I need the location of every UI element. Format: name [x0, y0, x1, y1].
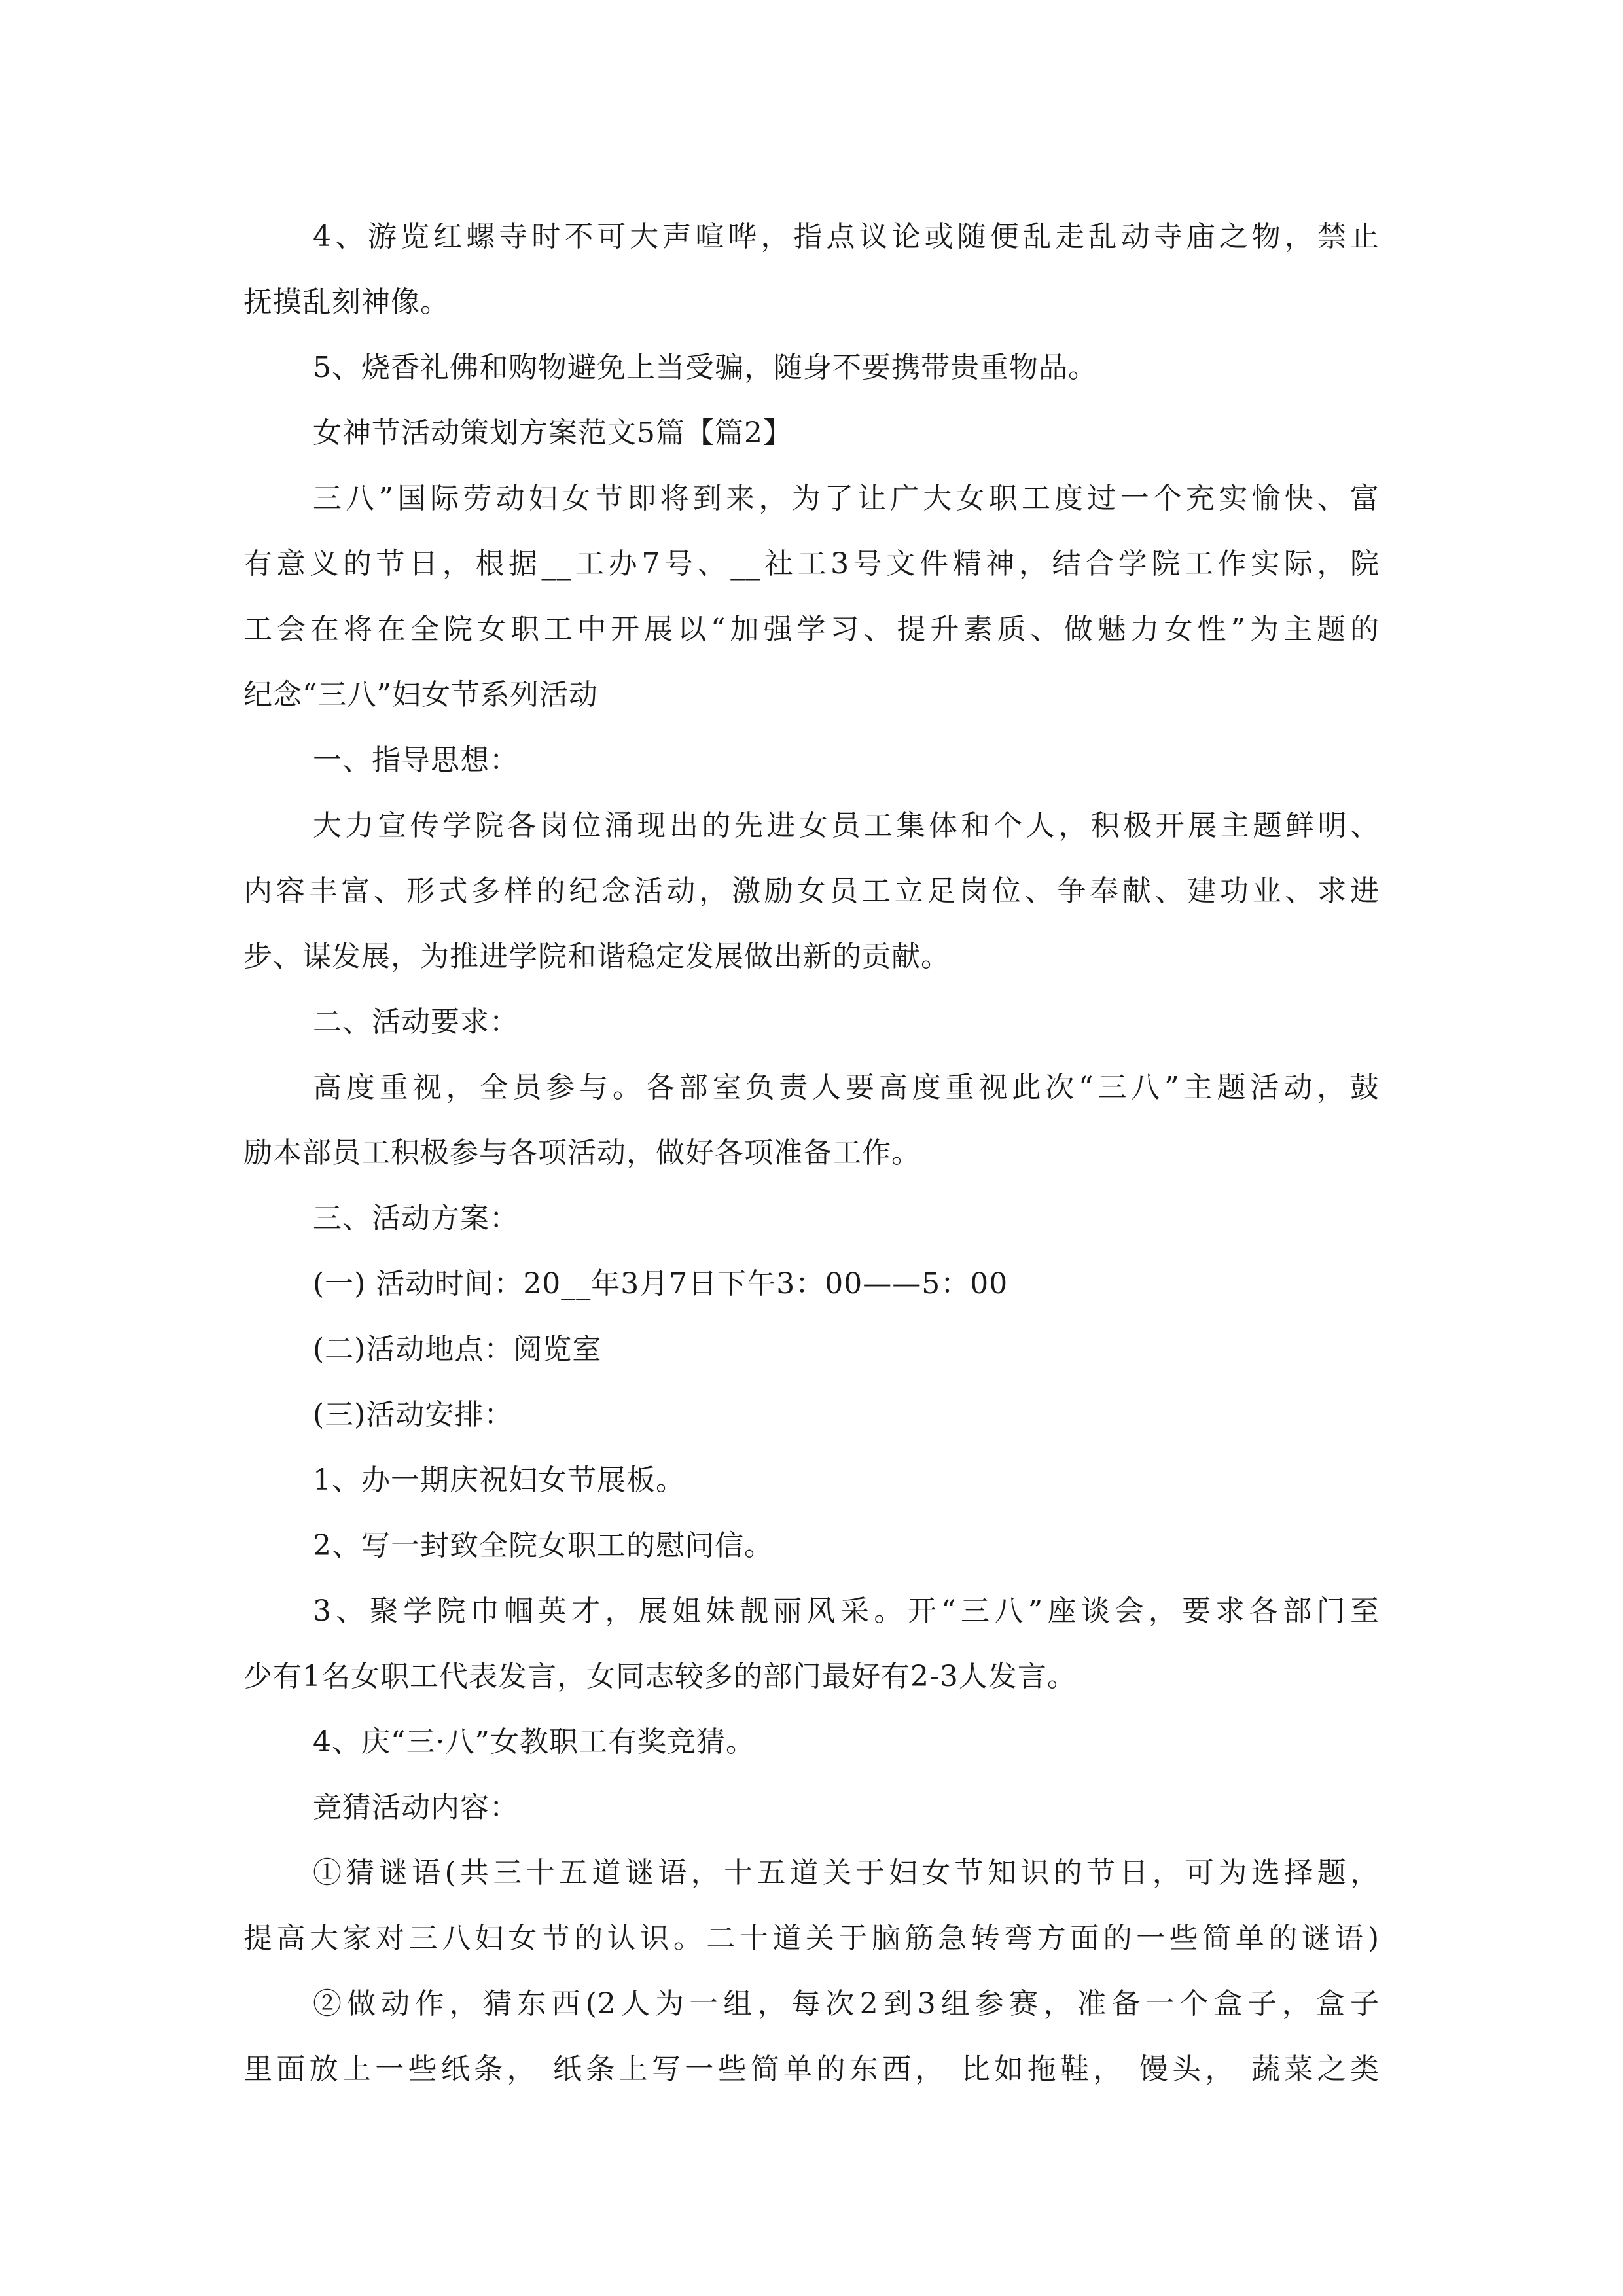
text-line: 一、指导思想：	[313, 744, 519, 777]
text-line: 抚摸乱刻神像。	[243, 285, 450, 319]
text-line: 高度重视，全员参与。各部室负责人要高度重视此次“三八”主题活动，鼓	[313, 1071, 1380, 1104]
text-line: 女神节活动策划方案范文5篇【篇2】	[313, 416, 793, 450]
text-line: 2、写一封致全院女职工的慰问信。	[313, 1529, 774, 1562]
text-line: (二)活动地点：阅览室	[313, 1333, 602, 1366]
text-line: 励本部员工积极参与各项活动，做好各项准备工作。	[243, 1136, 921, 1170]
text-line: 纪念“三八”妇女节系列活动	[243, 678, 598, 711]
text-line: (一) 活动时间：20__年3月7日下午3：00——5：00	[313, 1267, 1008, 1300]
text-line: 有意义的节日，根据__工办7号、__社工3号文件精神，结合学院工作实际，院	[243, 547, 1380, 581]
text-line: 步、谋发展，为推进学院和谐稳定发展做出新的贡献。	[243, 940, 950, 973]
text-line: ①猜谜语(共三十五道谜语，十五道关于妇女节知识的节日，可为选择题，	[313, 1856, 1380, 1890]
text-line: 工会在将在全院女职工中开展以“加强学习、提升素质、做魅力女性”为主题的	[243, 613, 1380, 646]
text-line: 提高大家对三八妇女节的认识。二十道关于脑筋急转弯方面的一些简单的谜语)	[243, 1922, 1380, 1955]
text-line: 大力宣传学院各岗位涌现出的先进女员工集体和个人，积极开展主题鲜明、	[313, 809, 1380, 842]
text-line: 二、活动要求：	[313, 1005, 519, 1039]
document-page	[243, 204, 1380, 2102]
text-line: 5、烧香礼佛和购物避免上当受骗，随身不要携带贵重物品。	[313, 351, 1097, 384]
text-line: 内容丰富、形式多样的纪念活动，激励女员工立足岗位、争奉献、建功业、求进	[243, 874, 1380, 908]
text-line: 三八”国际劳动妇女节即将到来，为了让广大女职工度过一个充实愉快、富	[313, 482, 1380, 515]
text-line: ②做动作，猜东西(2人为一组，每次2到3组参赛，准备一个盒子，盒子	[313, 1987, 1380, 2020]
text-line: 三、活动方案：	[313, 1202, 519, 1235]
text-line: 竞猜活动内容：	[313, 1791, 519, 1824]
text-line: 3、聚学院巾帼英才，展姐妹靓丽风采。开“三八”座谈会，要求各部门至	[313, 1594, 1380, 1628]
text-line: 1、办一期庆祝妇女节展板。	[313, 1463, 685, 1497]
text-line: 里面放上一些纸条， 纸条上写一些简单的东西， 比如拖鞋， 馒头， 蔬菜之类	[243, 2053, 1380, 2086]
text-line: (三)活动安排：	[313, 1398, 514, 1431]
text-line: 4、庆“三·八”女教职工有奖竞猜。	[313, 1725, 755, 1759]
text-line: 少有1名女职工代表发言，女同志较多的部门最好有2-3人发言。	[243, 1660, 1077, 1693]
text-line: 4、游览红螺寺时不可大声喧哗，指点议论或随便乱走乱动寺庙之物，禁止	[313, 220, 1380, 253]
